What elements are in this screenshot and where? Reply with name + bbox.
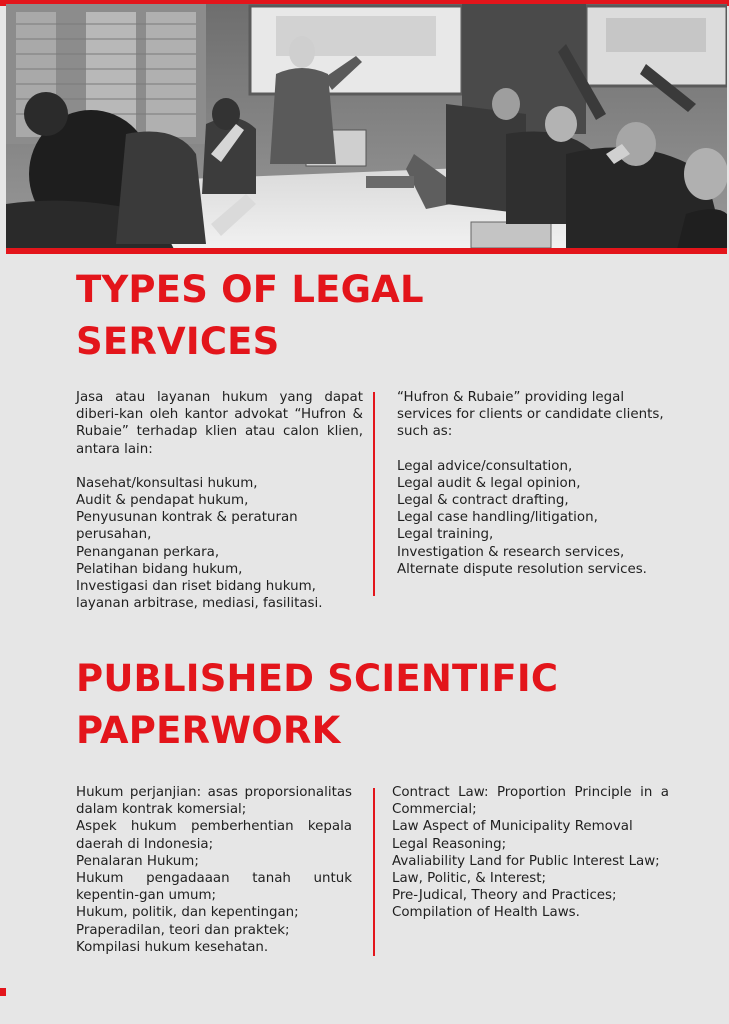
list-item: Legal training, (397, 527, 494, 543)
list-item: layanan arbitrase, mediasi, fasilitasi. (76, 596, 323, 612)
title-line: PUBLISHED SCIENTIFIC (76, 657, 559, 700)
paperwork-indonesian-column (76, 784, 352, 956)
list-item: Investigasi dan riset bidang hukum, (76, 579, 316, 595)
photo-accent-bar (6, 248, 727, 254)
list-item: Law, Politic, & Interest; (392, 871, 547, 887)
title-line: SERVICES (76, 320, 280, 363)
list-item: Aspek hukum pemberhentian kepala daerah di Indonesia; (76, 819, 352, 852)
services-intro-id: Jasa atau layanan hukum yang dapat diberi-kan oleh kantor advokat “Hufron & Rubaie” terhadap klien atau calon klien, antara lain: (76, 390, 363, 457)
list-item: Hukum pengadaaan tanah untuk kepentin-gan umum; (76, 871, 352, 904)
list-item: Penanganan perkara, (76, 544, 220, 560)
list-item: Legal Reasoning; (392, 836, 507, 852)
column-divider (373, 392, 375, 596)
list-item: Praperadilan, teori dan praktek; (76, 922, 290, 938)
title-line: PAPERWORK (76, 709, 341, 752)
meeting-photo-illustration (6, 4, 727, 253)
title-line: TYPES OF LEGAL (76, 268, 424, 311)
list-item: Legal advice/consultation, (397, 458, 573, 474)
services-intro-en: “Hufron & Rubaie” providing legal services for clients or candidate clients, such as: (397, 390, 664, 440)
meeting-photo (6, 4, 727, 253)
services-indonesian-column (76, 389, 363, 612)
list-item: Compilation of Health Laws. (392, 905, 580, 921)
list-item: Contract Law: Proportion Principle in a Commercial; (392, 785, 669, 818)
list-item: Legal audit & legal opinion, (397, 475, 581, 491)
list-item: Alternate dispute resolution services. (397, 561, 647, 577)
list-item: Legal & contract drafting, (397, 493, 569, 509)
column-divider (373, 788, 375, 956)
list-item: Investigation & research services, (397, 544, 625, 560)
list-item: Penalaran Hukum; (76, 853, 199, 869)
list-item: Kompilasi hukum kesehatan. (76, 939, 269, 955)
list-item: Avaliability Land for Public Interest Law; (392, 853, 660, 869)
list-item: Penyusunan kontrak & peraturan perusahan, (76, 510, 298, 543)
paperwork-english-column (392, 784, 669, 922)
list-item: Nasehat/konsultasi hukum, (76, 475, 258, 491)
list-item: Legal case handling/litigation, (397, 510, 598, 526)
list-item: Pelatihan bidang hukum, (76, 561, 243, 577)
list-item: Pre-Judical, Theory and Practices; (392, 888, 617, 904)
list-item: Law Aspect of Municipality Removal (392, 819, 633, 835)
list-item: Hukum, politik, dan kepentingan; (76, 905, 299, 921)
list-item: Audit & pendapat hukum, (76, 493, 249, 509)
services-english-column (397, 389, 677, 578)
corner-accent-mark (0, 988, 6, 996)
types-of-legal-services-title (76, 264, 424, 368)
list-item: Hukum perjanjian: asas proporsionalitas dalam kontrak komersial; (76, 785, 352, 818)
published-scientific-paperwork-title (76, 653, 558, 757)
